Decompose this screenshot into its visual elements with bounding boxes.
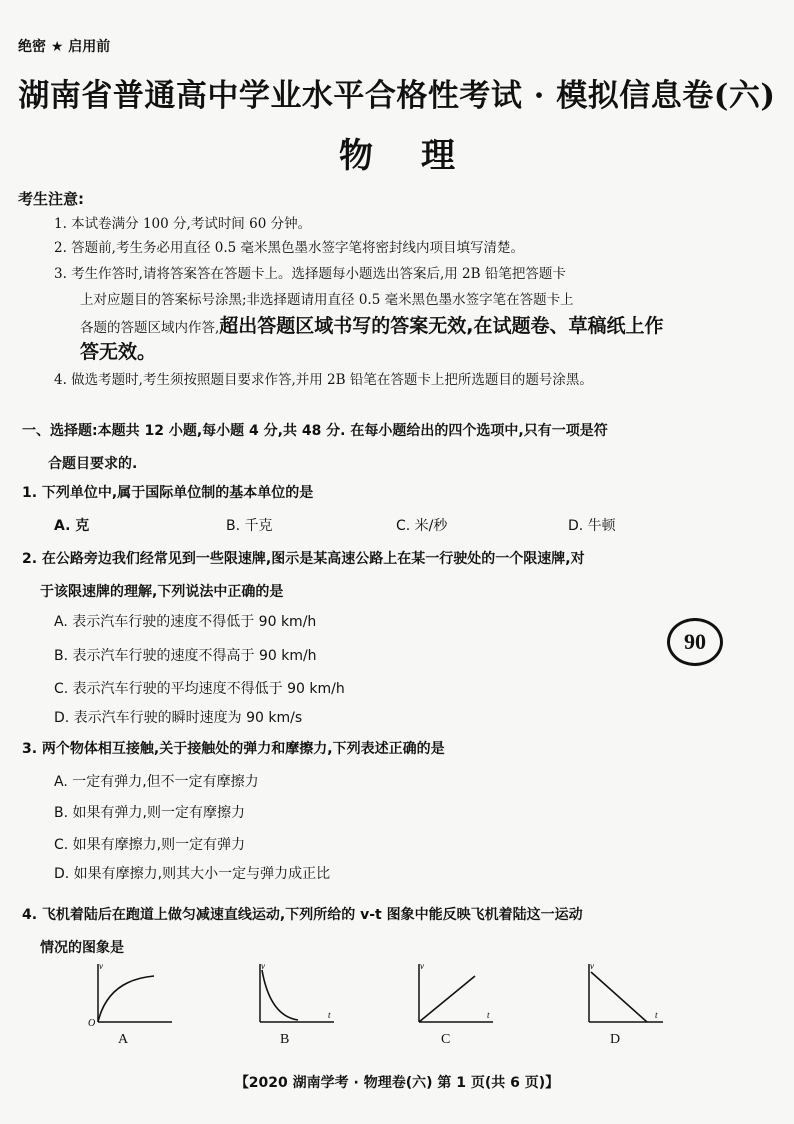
notice-item-3: 3. 考生作答时,请将答案答在答题卡上。选择题每小题选出答案后,用 2B 铅笔把答题卡	[54, 266, 566, 282]
q1-option-d: D. 牛顿	[568, 518, 616, 534]
notice-item-3-text: 各题的答题区域内作答,	[80, 320, 220, 336]
question-2-line-2: 于该限速牌的理解,下列说法中正确的是	[40, 584, 284, 600]
notice-item-1: 1. 本试卷满分 100 分,考试时间 60 分钟。	[54, 216, 312, 232]
notice-item-3-line3	[80, 314, 760, 340]
graph-a-label: A	[118, 1032, 129, 1047]
graph-d-v-label: v	[590, 961, 594, 971]
question-4-stem	[22, 899, 752, 965]
q1-option-a: A. 克	[54, 518, 90, 534]
q1-option-b: B. 千克	[226, 518, 273, 534]
subject-title: 物理	[339, 136, 503, 176]
q2-option-d: D. 表示汽车行驶的瞬时速度为 90 km/s	[54, 710, 303, 726]
graph-b-v-label: v	[261, 961, 265, 971]
question-2-line-1: 2. 在公路旁边我们经常见到一些限速牌,图示是某高速公路上在某一行驶处的一个限速牌,对	[22, 551, 585, 567]
question-2-stem	[22, 543, 752, 609]
section-1-heading	[22, 415, 752, 481]
q3-option-a: A. 一定有弹力,但不一定有摩擦力	[54, 774, 259, 790]
notice-item-3-line4	[80, 340, 780, 366]
notice-item-2: 2. 答题前,考生务必用直径 0.5 毫米黑色墨水签字笔将密封线内项目填写清楚。	[54, 240, 525, 256]
question-4-line-2: 情况的图象是	[40, 940, 124, 956]
graph-a-origin: O	[88, 1018, 96, 1029]
graph-c-t-label: t	[487, 1010, 490, 1020]
q2-option-c: C. 表示汽车行驶的平均速度不得低于 90 km/h	[54, 681, 345, 697]
graph-d-t-label: t	[655, 1010, 658, 1020]
exam-title: 湖南省普通高中学业水平合格性考试 · 模拟信息卷(六)	[18, 78, 776, 114]
question-3-stem	[22, 733, 752, 766]
graph-d-label: D	[610, 1032, 621, 1047]
notice-item-3-line2: 上对应题目的答案标号涂黑;非选择题请用直径 0.5 毫米黑色墨水签字笔在答题卡上	[80, 292, 574, 308]
graph-b-t-label: t	[328, 1010, 331, 1020]
section-1-line-2: 合题目要求的.	[48, 456, 138, 472]
graph-a	[86, 960, 176, 1030]
q3-option-b: B. 如果有弹力,则一定有摩擦力	[54, 805, 245, 821]
page-footer: 【2020 湖南学考 · 物理卷(六) 第 1 页(共 6 页)】	[234, 1075, 560, 1091]
notice-emphasis-1: 超出答题区域书写的答案无效,在试题卷、草稿纸上作	[219, 315, 664, 337]
graph-b-label: B	[280, 1032, 290, 1047]
section-1-line-1: 一、选择题:本题共 12 小题,每小题 4 分,共 48 分. 在每小题给出的四个选项中,只有一项是符	[22, 423, 608, 439]
notice-item-4: 4. 做选考题时,考生须按照题目要求作答,并用 2B 铅笔在答题卡上把所选题目的题号涂黑。	[54, 372, 593, 388]
speed-limit-sign: 90	[667, 618, 723, 666]
question-3-text: 3. 两个物体相互接触,关于接触处的弹力和摩擦力,下列表述正确的是	[22, 741, 445, 757]
graph-b	[248, 960, 338, 1030]
graph-c-v-label: v	[420, 961, 424, 971]
graph-c	[407, 960, 497, 1030]
graph-c-label: C	[441, 1032, 451, 1047]
graph-d	[577, 960, 667, 1030]
graph-a-v-label: v	[99, 961, 103, 971]
secret-mark: 绝密 ★ 启用前	[18, 39, 111, 55]
question-1-text: 1. 下列单位中,属于国际单位制的基本单位的是	[22, 485, 314, 501]
notice-heading: 考生注意:	[18, 190, 84, 208]
notice-emphasis-2: 答无效。	[80, 341, 157, 363]
q2-option-a: A. 表示汽车行驶的速度不得低于 90 km/h	[54, 614, 317, 630]
question-1-stem	[22, 477, 752, 510]
q3-option-c: C. 如果有摩擦力,则一定有弹力	[54, 837, 246, 853]
q1-option-c: C. 米/秒	[396, 518, 448, 534]
question-4-line-1: 4. 飞机着陆后在跑道上做匀减速直线运动,下列所给的 v-t 图象中能反映飞机着陆这一运动	[22, 907, 583, 923]
q2-option-b: B. 表示汽车行驶的速度不得高于 90 km/h	[54, 648, 317, 664]
q3-option-d: D. 如果有摩擦力,则其大小一定与弹力成正比	[54, 866, 331, 882]
